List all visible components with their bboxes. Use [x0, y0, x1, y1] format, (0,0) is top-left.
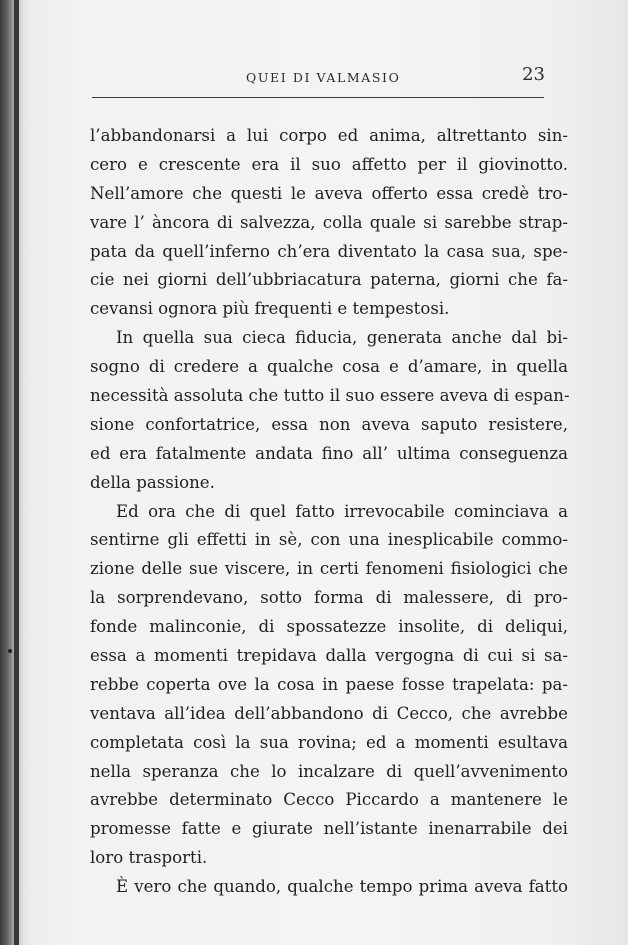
running-title: QUEI DI VALMASIO [246, 70, 401, 85]
text-line: ed era fatalmente andata fino all’ ultima conseguenza [90, 443, 568, 463]
text-line: la sorprendevano, sotto forma di malessere, di pro- [90, 588, 568, 608]
text-line: necessità assoluta che tutto il suo essere aveva di espan- [90, 386, 570, 406]
text-line: rebbe coperta ove la cosa in paese fosse trapelata: pa- [90, 674, 568, 694]
text-line: essa a momenti trepidava dalla vergogna di cui si sa- [90, 646, 568, 666]
text-line: nella speranza che lo incalzare di quell’avvenimento [90, 761, 568, 781]
text-line: sentirne gli effetti in sè, con una inesplicabile commo- [90, 530, 568, 550]
text-line: vare l’ àncora di salvezza, colla quale si sarebbe strap- [90, 212, 568, 232]
header-rule [92, 97, 544, 98]
page-header [90, 62, 545, 92]
text-line: completata così la sua rovina; ed a momenti esultava [90, 732, 568, 752]
margin-mark [8, 649, 12, 653]
text-line: l’abbandonarsi a lui corpo ed anima, altrettanto sin- [90, 126, 568, 145]
spine-edge [14, 0, 19, 945]
text-line: cero e crescente era il suo affetto per il giovinotto. [90, 154, 568, 174]
text-line: zione delle sue viscere, in certi fenomeni fisiologici che [90, 559, 568, 579]
body-text [90, 122, 568, 902]
text-line: sogno di credere a qualche cosa e d’amare, in quella [90, 357, 568, 377]
text-line: Ed ora che di quel fatto irrevocabile cominciava a [116, 501, 568, 521]
text-line: Nell’amore che questi le aveva offerto essa credè tro- [90, 183, 568, 203]
text-line: È vero che quando, qualche tempo prima aveva fatto [116, 877, 568, 897]
page-number: 23 [522, 64, 545, 85]
text-line: loro trasporti. [90, 848, 208, 868]
text-line: promesse fatte e giurate nell’istante inenarrabile dei [90, 819, 568, 839]
text-line: cie nei giorni dell’ubbriacatura paterna, giorni che fa- [90, 270, 568, 290]
text-line: ventava all’idea dell’abbandono di Cecco, che avrebbe [90, 703, 568, 723]
text-line: avrebbe determinato Cecco Piccardo a mantenere le [90, 790, 568, 810]
text-line: pata da quell’inferno ch’era diventato la casa sua, spe- [90, 241, 568, 261]
text-line: cevansi ognora più frequenti e tempestosi. [90, 299, 450, 319]
text-line: In quella sua cieca fiducia, generata anche dal bi- [116, 328, 568, 348]
text-line: sione confortatrice, essa non aveva saputo resistere, [90, 414, 568, 434]
text-line: della passione. [90, 472, 215, 492]
text-line: fonde malinconie, di spossatezze insolite, di deliqui, [90, 617, 568, 637]
